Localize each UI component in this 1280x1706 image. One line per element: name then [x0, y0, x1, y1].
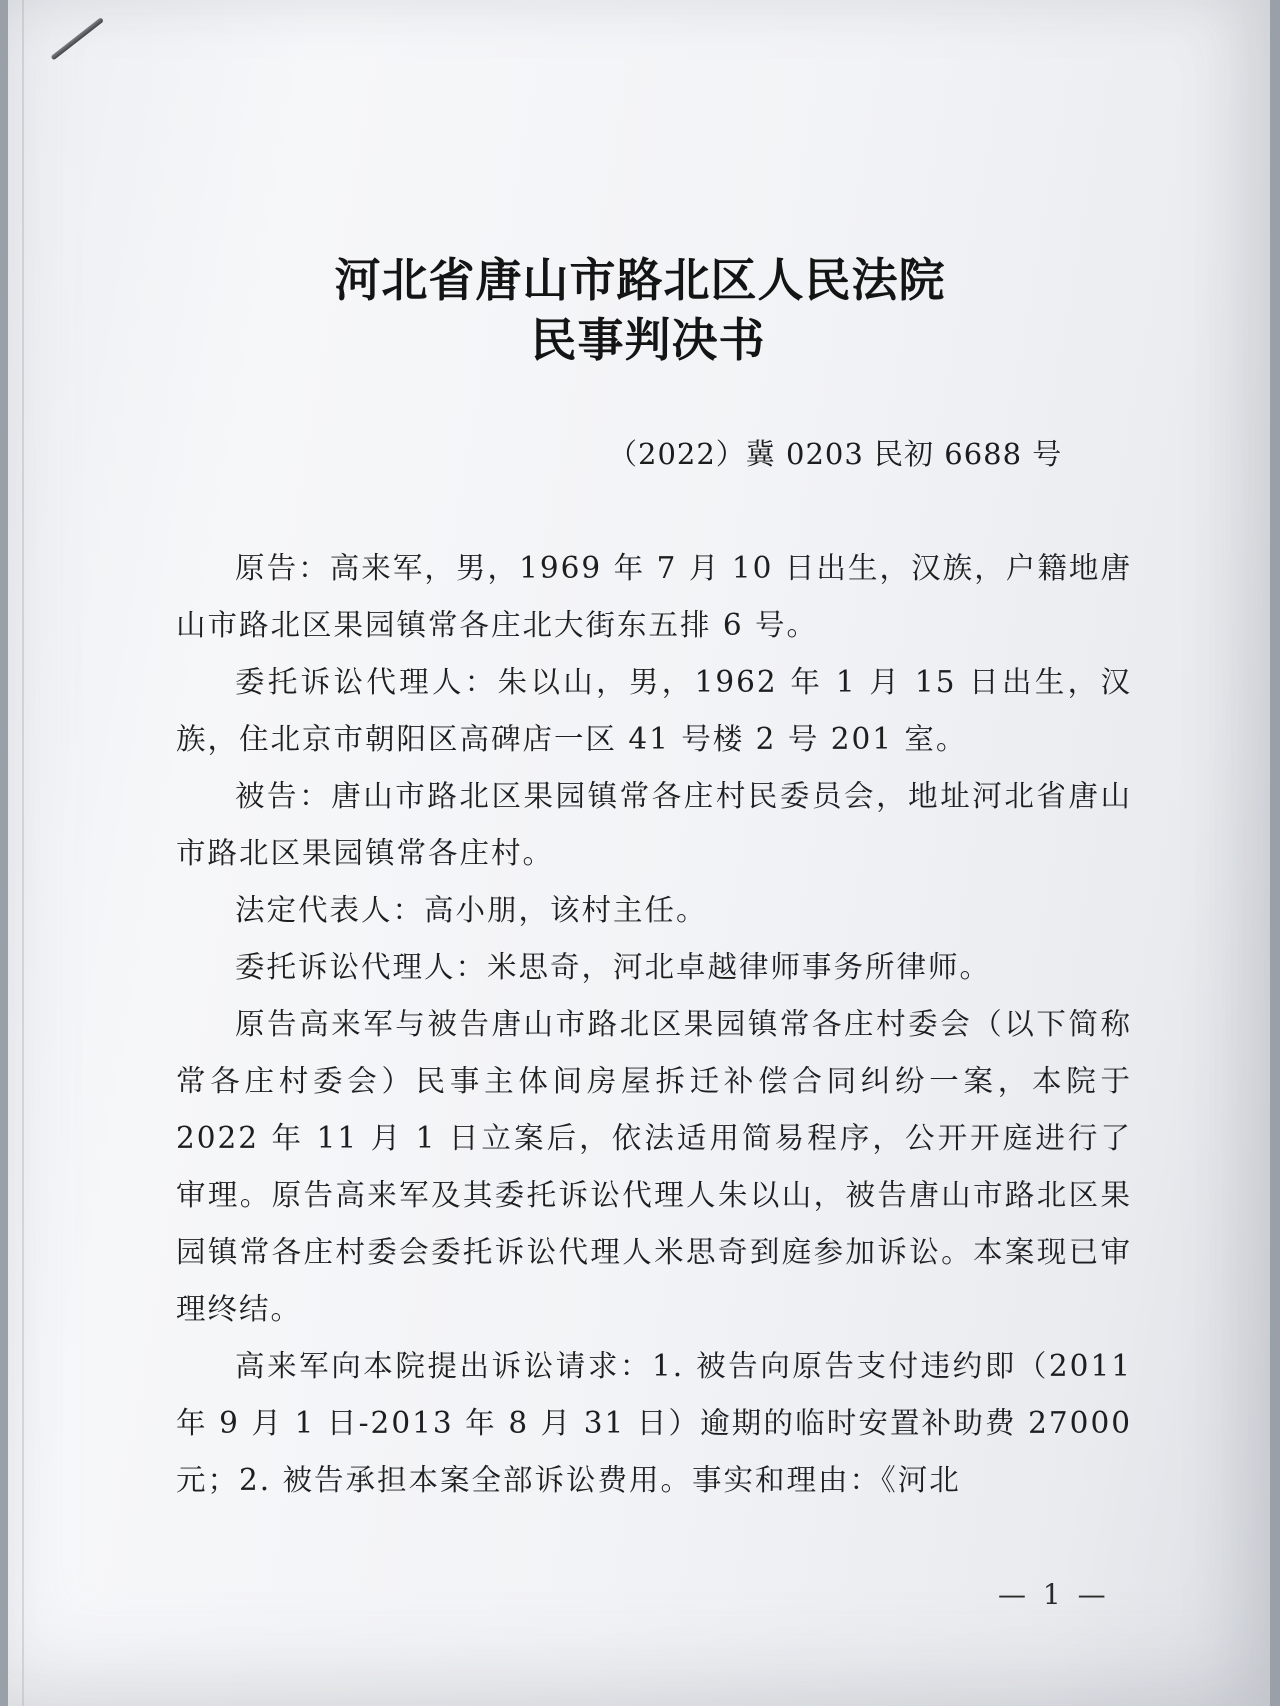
page-number: — 1 — [998, 1578, 1110, 1611]
document-page [8, 0, 1270, 1706]
paragraph-plaintiff: 原告：高来军，男，1969 年 7 月 10 日出生，汉族，户籍地唐山市路北区果园镇常各庄北大街东五排 6 号。 [176, 551, 1132, 642]
document-type-title: 民事判决书 [530, 313, 766, 367]
paragraph-legal-representative: 法定代表人：高小朋，该村主任。 [235, 893, 708, 927]
paragraph-case-summary: 原告高来军与被告唐山市路北区果园镇常各庄村委会（以下简称常各庄村委会）民事主体间房屋拆迁补偿合同纠纷一案，本院于 2022 年 11 月 1 日立案后，依法适用简易程序，公开开庭进行了审理。原告高来军及其委托诉讼代理人朱以山，被告唐山市路北区果园镇常各庄村委会委托诉讼代理人米思奇到庭参加诉讼。本案现已审理终结。 [176, 1007, 1132, 1326]
document-body [176, 540, 1132, 1509]
staple [50, 17, 104, 60]
paragraph-claims: 高来军向本院提出诉讼请求：1. 被告向原告支付违约即（2011 年 9 月 1 日-2013 年 8 月 31 日）逾期的临时安置补助费 27000 元；2. 被告承担本案全部诉讼费用。事实和理由：《河北 [176, 1349, 1132, 1497]
paragraph-plaintiff-agent: 委托诉讼代理人：朱以山，男，1962 年 1 月 15 日出生，汉族，住北京市朝阳区高碑店一区 41 号楼 2 号 201 室。 [176, 665, 1132, 756]
paragraph-defendant: 被告：唐山市路北区果园镇常各庄村民委员会，地址河北省唐山市路北区果园镇常各庄村。 [176, 779, 1132, 870]
case-number: （2022）冀 0203 民初 6688 号 [608, 437, 1063, 471]
court-name-title: 河北省唐山市路北区人民法院 [334, 253, 946, 307]
paragraph-defendant-agent: 委托诉讼代理人：米思奇，河北卓越律师事务所律师。 [235, 950, 992, 984]
